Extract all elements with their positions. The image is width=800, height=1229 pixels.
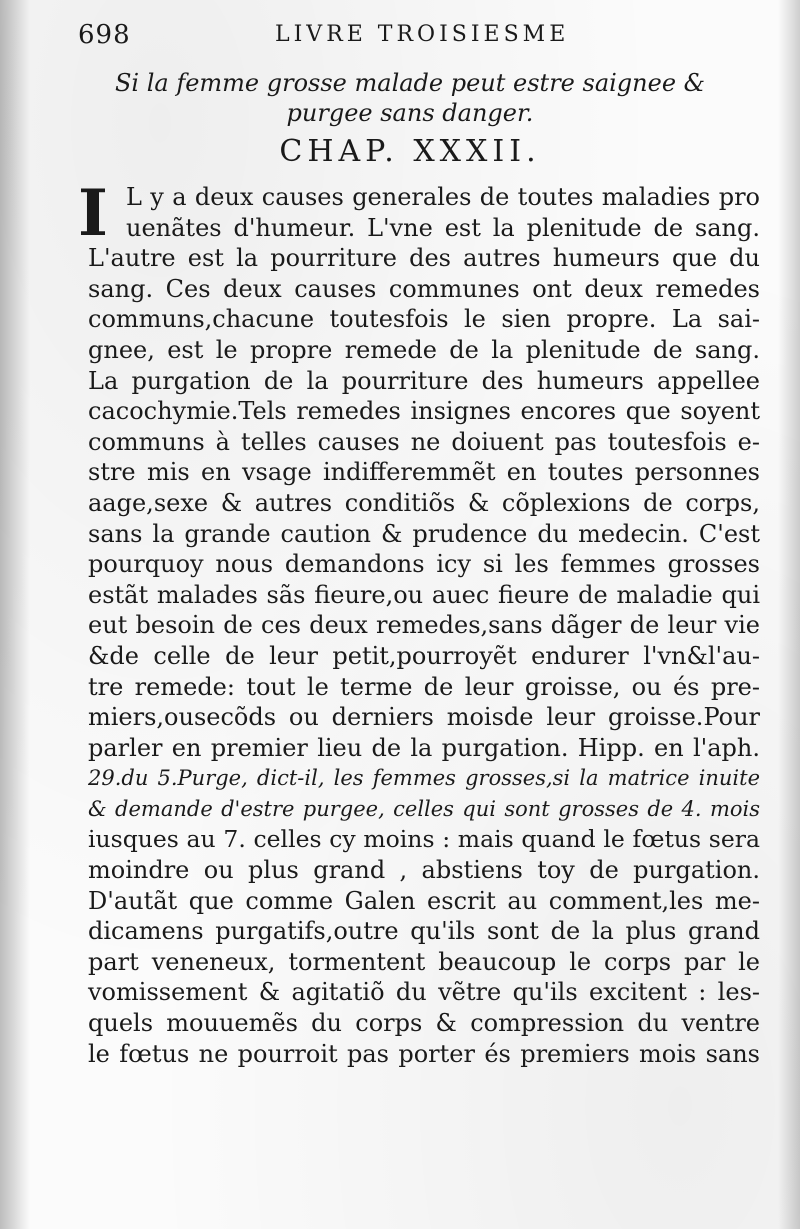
text-line: le fœtus ne pourroit pas porter és premiers mois sans (88, 1039, 760, 1068)
text-line: sang. Ces deux causes communes ont deux remedes (88, 274, 760, 303)
chapter-number: CHAP. XXXII. (279, 134, 541, 169)
text-line: dicamens purgatifs,outre qu'ils sont de la plus grand (88, 917, 760, 946)
text-line: estãt malades sãs fieure,ou auec fieure de maladie qui (88, 580, 760, 609)
chapter-title-line-2: purgee sans danger. (286, 99, 534, 127)
text-line: gnee, est le propre remede de la plenitude de sang. (88, 335, 760, 364)
running-head: LIVRE TROISIESME (275, 22, 570, 47)
text-line: sans la grande caution & prudence du medecin. C'est (88, 519, 760, 548)
body-text (78, 176, 760, 1069)
text-line: cacochymie.Tels remedes insignes encores que soyent (88, 397, 760, 426)
page-header (70, 18, 760, 54)
text-line: parler en premier lieu de la purgation. Hipp. en l'aph. (88, 733, 760, 762)
text-line: moindre ou plus grand , abstiens toy de purgation. (88, 856, 760, 885)
text-line: tre remede: tout le terme de leur groisse, ou és pre- (88, 672, 760, 701)
text-line: uenãtes d'humeur. L'vne est la plenitude de sang. (126, 213, 760, 242)
text-line: 29.du 5.Purge, dict-il, les femmes grosses,si la matrice inuite (88, 766, 760, 791)
text-line: D'autãt que comme Galen escrit au comment,les me- (88, 886, 760, 915)
text-line: L y a deux causes generales de toutes maladies pro (126, 183, 760, 211)
text-line: iusques au 7. celles cy moins : mais quand le fœtus sera (88, 825, 760, 854)
text-line: &de celle de leur petit,pourroyẽt endurer l'vn&l'au- (88, 641, 760, 670)
text-line: La purgation de la pourriture des humeurs appellee (88, 366, 760, 395)
text-line: & demande d'estre purgee, celles qui sont grosses de 4. mois (88, 796, 760, 821)
page-number: 698 (78, 20, 131, 50)
text-line: miers,ousecõds ou derniers moisde leur groisse.Pour (88, 703, 760, 732)
text-line: communs,chacune toutesfois le sien propre. La sai- (88, 305, 760, 334)
text-line: vomissement & agitatiõ du vẽtre qu'ils excitent : les- (88, 978, 760, 1007)
text-line: eut besoin de ces deux remedes,sans dãger de leur vie (88, 611, 760, 640)
text-line: quels mouuemẽs du corps & compression du ventre (88, 1009, 760, 1038)
chapter-title (100, 68, 720, 128)
text-line: pourquoy nous demandons icy si les femmes grosses (88, 550, 760, 579)
text-line: aage,sexe & autres conditiõs & cõplexions de corps, (88, 488, 760, 517)
drop-cap: I (78, 176, 108, 251)
text-line: communs à telles causes ne doiuent pas toutesfois e- (88, 427, 760, 456)
text-line: part veneneux, tormentent beaucoup le corps par le (88, 947, 760, 976)
text-line: stre mis en vsage indifferemmẽt en toutes personnes (88, 458, 760, 487)
text-line: L'autre est la pourriture des autres humeurs que du (88, 244, 760, 273)
chapter-title-line-1: Si la femme grosse malade peut estre saignee & (114, 69, 706, 97)
